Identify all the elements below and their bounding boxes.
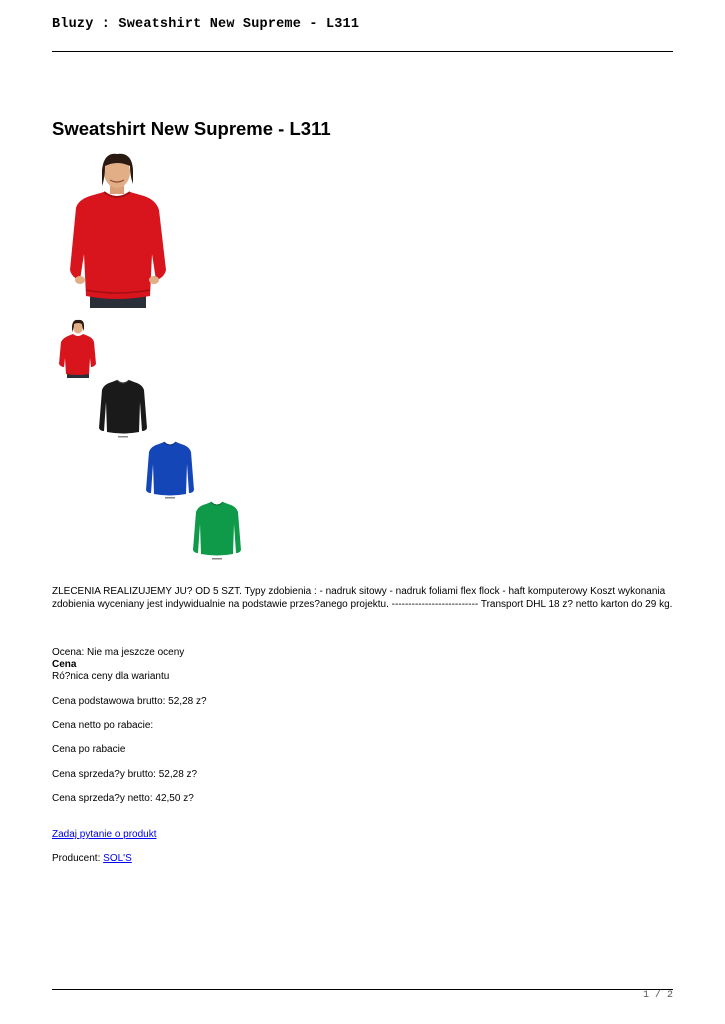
net-after-discount: Cena netto po rabacie: (52, 720, 154, 731)
page-header: Bluzy : Sweatshirt New Supreme - L311 (52, 17, 360, 32)
thumbnail-green-sweatshirt (190, 500, 244, 562)
thumbnail-red-model (57, 318, 97, 378)
producer-label: Producent: (52, 853, 101, 864)
thumbnail-blue-sweatshirt (143, 440, 197, 500)
page-number: 1 / 2 (642, 990, 673, 1001)
ask-question-link[interactable]: Zadaj pytanie o produkt (52, 829, 157, 840)
base-price-gross: Cena podstawowa brutto: 52,28 z? (52, 696, 207, 707)
variant-price-diff: Ró?nica ceny dla wariantu (52, 671, 170, 682)
header-rule (52, 51, 673, 52)
price-after-discount: Cena po rabacie (52, 744, 126, 755)
footer-rule (52, 989, 673, 990)
product-description: ZLECENIA REALIZUJEMY JU? OD 5 SZT. Typy zdobienia : - nadruk sitowy - nadruk foliami flex flock - haft komputerowy Koszt wykonania zdobienia wyceniany jest indywidualnie na podstawie przes?anego projektu. -------------------------- Transport DHL 18 z? netto karton do 29 kg. (52, 586, 673, 610)
rating-text: Ocena: Nie ma jeszcze oceny (52, 647, 185, 658)
ask-question-row (52, 829, 157, 841)
sale-price-gross: Cena sprzeda?y brutto: 52,28 z? (52, 769, 198, 780)
main-product-image (64, 150, 170, 308)
sale-price-net: Cena sprzeda?y netto: 42,50 z? (52, 793, 194, 804)
producer-row (52, 853, 132, 865)
price-heading: Cena (52, 659, 77, 670)
product-title: Sweatshirt New Supreme - L311 (52, 118, 331, 139)
thumbnail-black-sweatshirt (96, 378, 150, 440)
producer-link[interactable]: SOL'S (103, 853, 132, 864)
